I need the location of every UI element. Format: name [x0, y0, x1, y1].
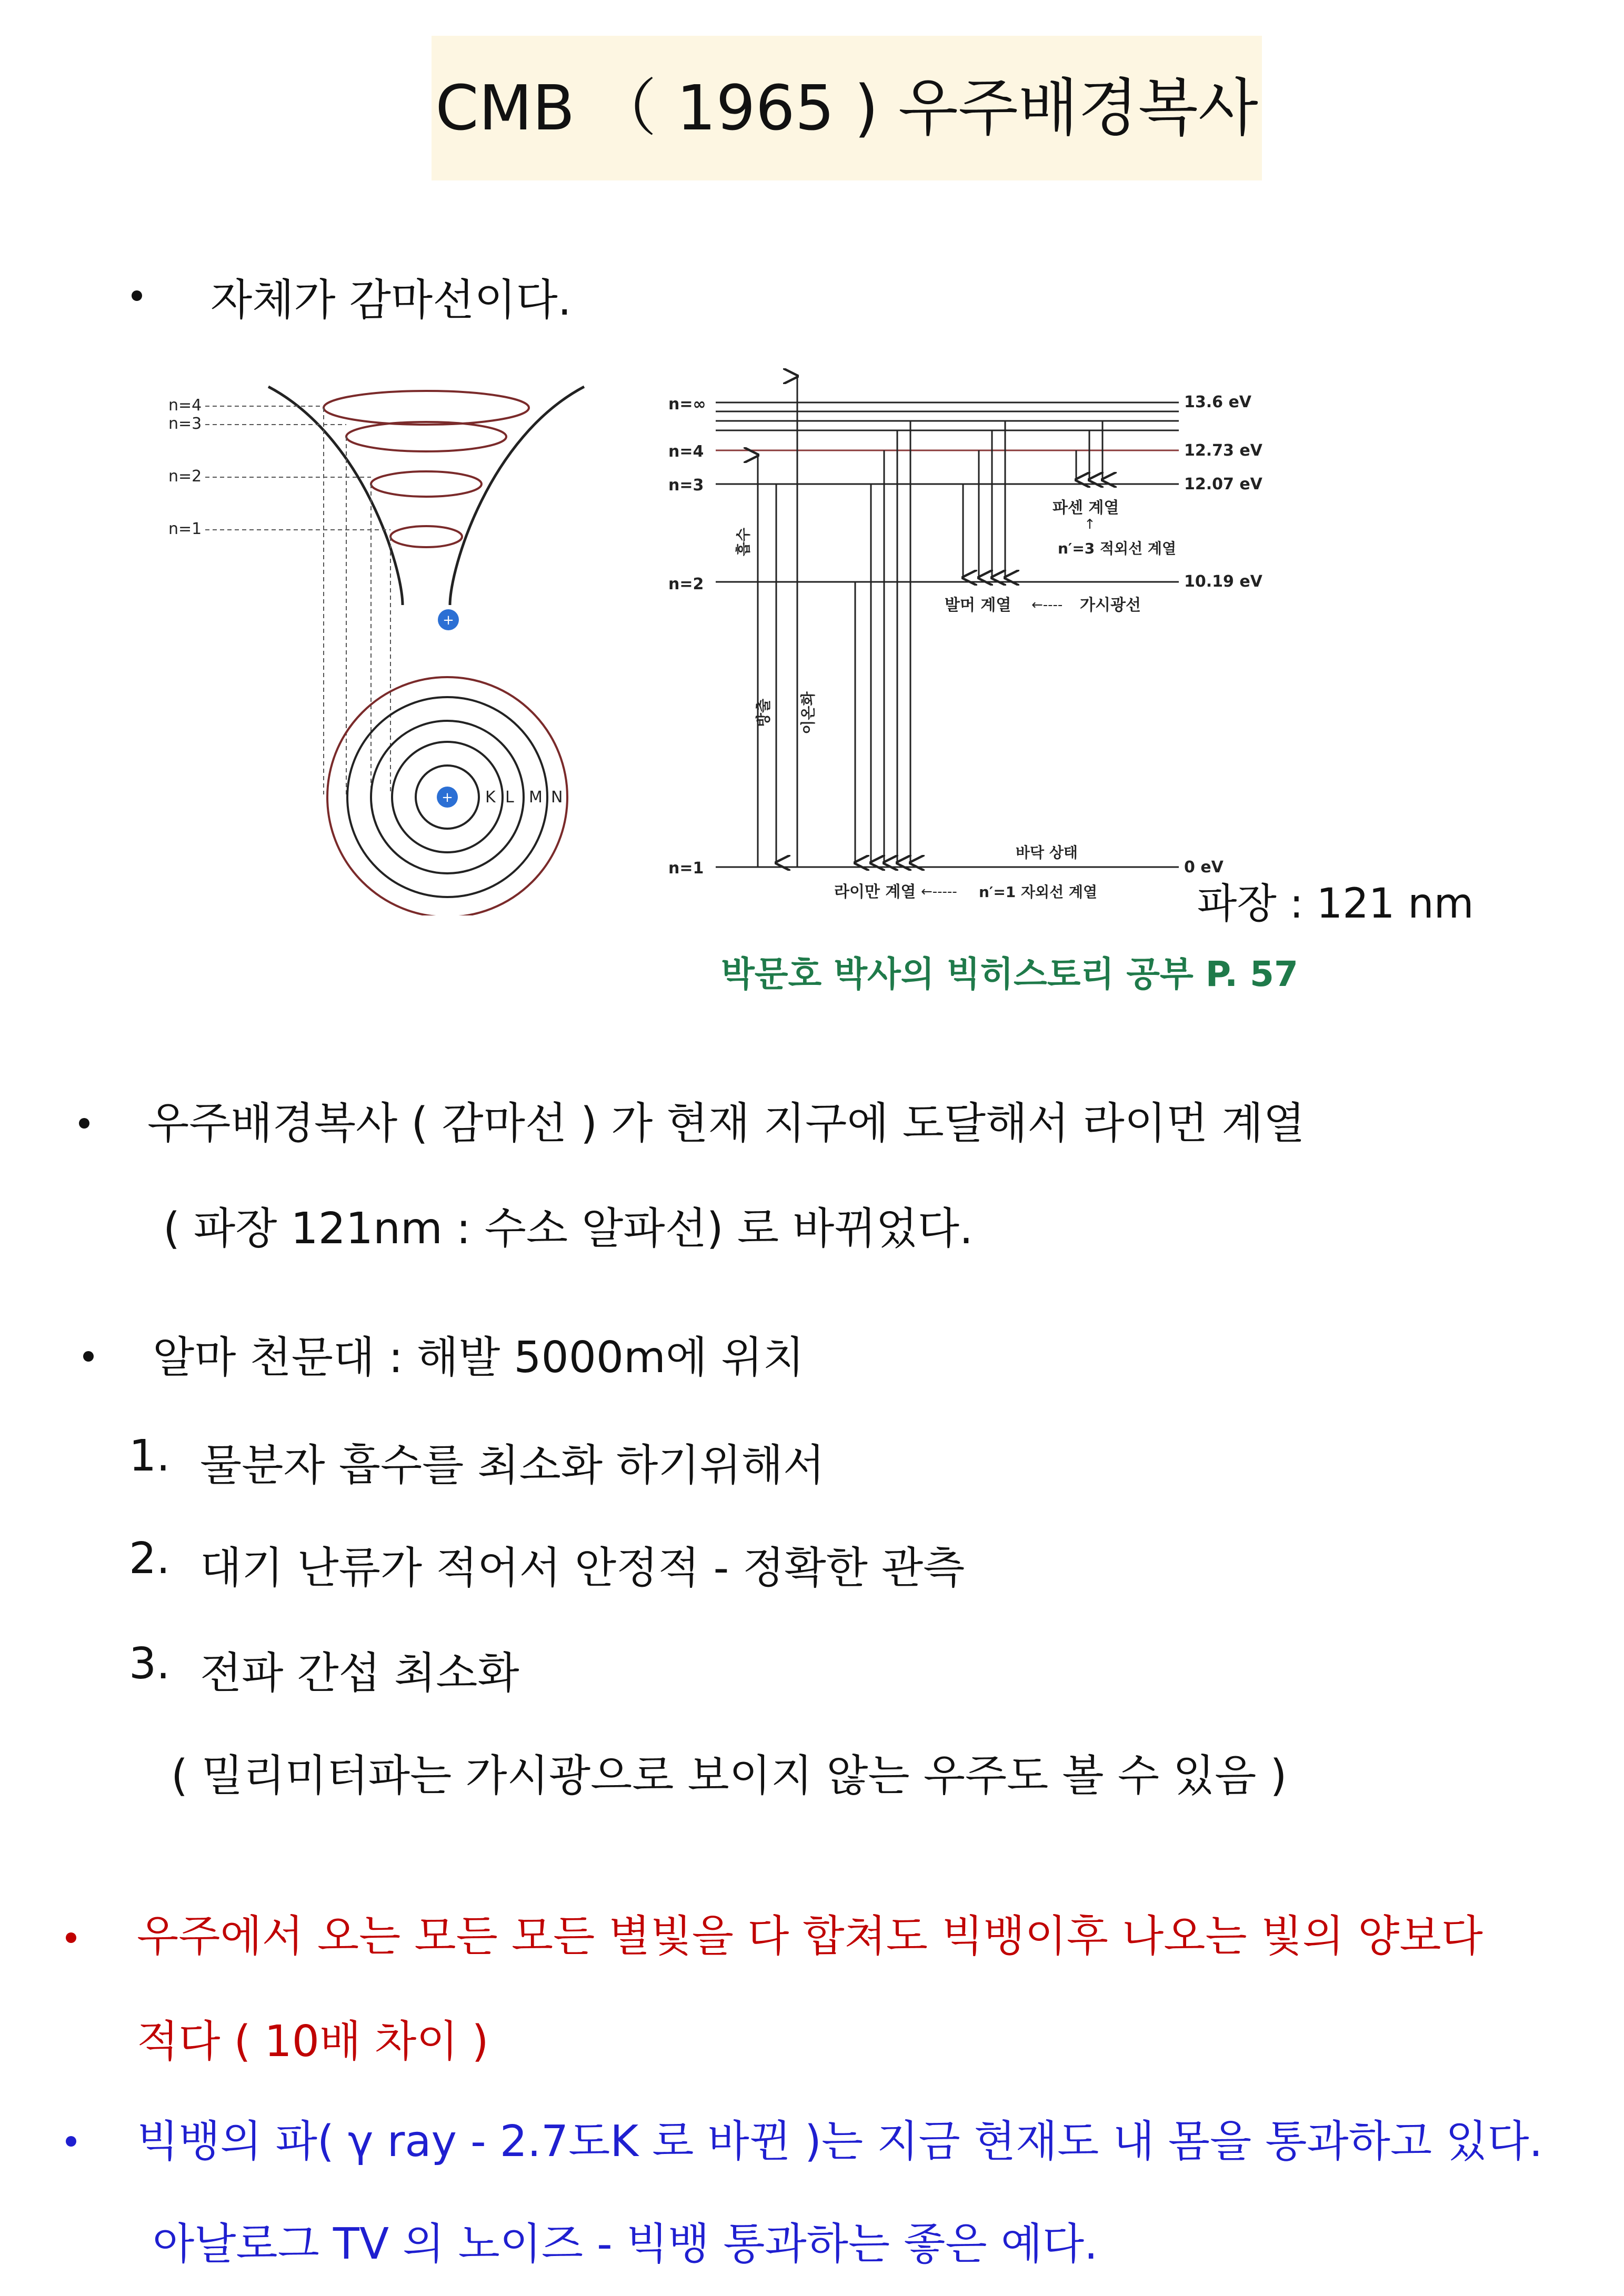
bigbang-wave-line2: 아날로그 TV 의 노이즈 - 빅뱅 통과하는 좋은 예다.: [153, 2219, 1098, 2269]
lyman-note: n′=1 자외선 계열: [979, 883, 1097, 901]
bullet-dot: [79, 1118, 89, 1129]
shell-m: M: [529, 788, 543, 807]
energy-12-73: 12.73 eV: [1184, 441, 1262, 460]
atom-level-n4: n=4: [168, 396, 202, 415]
shell-n: N: [551, 788, 563, 807]
shell-k: K: [485, 788, 496, 807]
list-number-1: 1.: [129, 1431, 171, 1481]
shell-l: L: [505, 788, 514, 807]
paschen-arrow-glyph: ↑: [1084, 517, 1096, 532]
wavelength-note: 파장 : 121 nm: [1197, 880, 1474, 928]
bullet-lyman-line1: 우주배경복사 ( 감마선 ) 가 현재 지구에 도달해서 라이먼 계열: [147, 1099, 1305, 1149]
balmer-arrow-glyph: ←----: [1031, 597, 1063, 613]
starlight-line1: 우주에서 오는 모든 모든 별빛을 다 합쳐도 빅뱅이후 나오는 빛의 양보다: [137, 1911, 1483, 1961]
atom-nucleus-sign: +: [442, 790, 453, 805]
atom-dashed-lines: [205, 406, 390, 794]
bullet-lyman-line2: ( 파장 121nm : 수소 알파선) 로 바뀌었다.: [163, 1204, 974, 1254]
funnel-nucleus-sign: +: [443, 612, 454, 628]
atom-diagram: [137, 358, 663, 915]
bullet-dot: [132, 290, 142, 301]
energy-12-07: 12.07 eV: [1184, 475, 1262, 494]
atom-level-n1: n=1: [168, 520, 202, 538]
bullet-gamma: 자체가 감마선이다.: [210, 275, 572, 325]
absorption-label: 흡수: [735, 527, 752, 557]
emission-label: 방출: [755, 698, 772, 728]
title-box: [432, 36, 1262, 180]
paschen-label: 파센 계열: [1052, 499, 1119, 517]
list-item-3: 전파 간섭 최소화: [200, 1648, 519, 1698]
level-n2: n=2: [668, 575, 704, 593]
energy-0: 0 eV: [1184, 858, 1224, 877]
balmer-note: 가시광선: [1080, 596, 1141, 615]
funnel-ring-2: [371, 471, 482, 497]
energy-level-diagram: [663, 363, 1337, 915]
ground-state-label: 바닥 상태: [1016, 844, 1078, 861]
balmer-label: 발머 계열: [945, 596, 1011, 615]
bullet-dot: [83, 1351, 94, 1362]
bullet-dot-red: [66, 1932, 76, 1943]
level-n-inf: n=∞: [668, 395, 706, 414]
list-number-2: 2.: [129, 1534, 171, 1584]
funnel-ring-4: [324, 391, 529, 425]
millimeter-note: ( 밀리미터파는 가시광으로 보이지 않는 우주도 볼 수 있음 ): [171, 1751, 1287, 1801]
atom-level-n3: n=3: [168, 415, 202, 433]
level-lines: [716, 402, 1179, 867]
funnel-ring-3: [346, 422, 506, 451]
level-n1: n=1: [668, 859, 704, 878]
list-number-3: 3.: [129, 1639, 171, 1689]
funnel-ring-1: [390, 526, 462, 547]
ionization-label: 이온화: [799, 691, 817, 734]
starlight-line2: 적다 ( 10배 차이 ): [137, 2017, 489, 2067]
bigbang-wave-line1: 빅뱅의 파( γ ray - 2.7도K 로 바뀐 )는 지금 현재도 내 몸을 통과하고 있다.: [137, 2117, 1543, 2167]
paschen-note: n′=3 적외선 계열: [1058, 540, 1176, 557]
list-item-2: 대기 난류가 적어서 안정적 - 정확한 관측: [200, 1543, 965, 1593]
atom-level-n2: n=2: [168, 467, 202, 486]
list-item-1: 물분자 흡수를 최소화 하기위해서: [200, 1441, 825, 1491]
lyman-arrows: [855, 421, 910, 863]
page-title: CMB （ 1965 ) 우주배경복사: [435, 72, 1258, 144]
level-n4: n=4: [668, 442, 704, 461]
balmer-arrows: [963, 421, 1005, 578]
lyman-label: 라이만 계열: [834, 883, 916, 901]
source-citation: 박문호 박사의 빅히스토리 공부 P. 57: [721, 954, 1298, 994]
energy-10-19: 10.19 eV: [1184, 572, 1262, 591]
lyman-arrow-glyph: ←-----: [921, 884, 957, 900]
energy-13-6: 13.6 eV: [1184, 393, 1252, 411]
bullet-dot-blue: [66, 2136, 76, 2147]
bullet-alma: 알마 천문대 : 해발 5000m에 위치: [153, 1333, 805, 1383]
level-n3: n=3: [668, 476, 704, 495]
